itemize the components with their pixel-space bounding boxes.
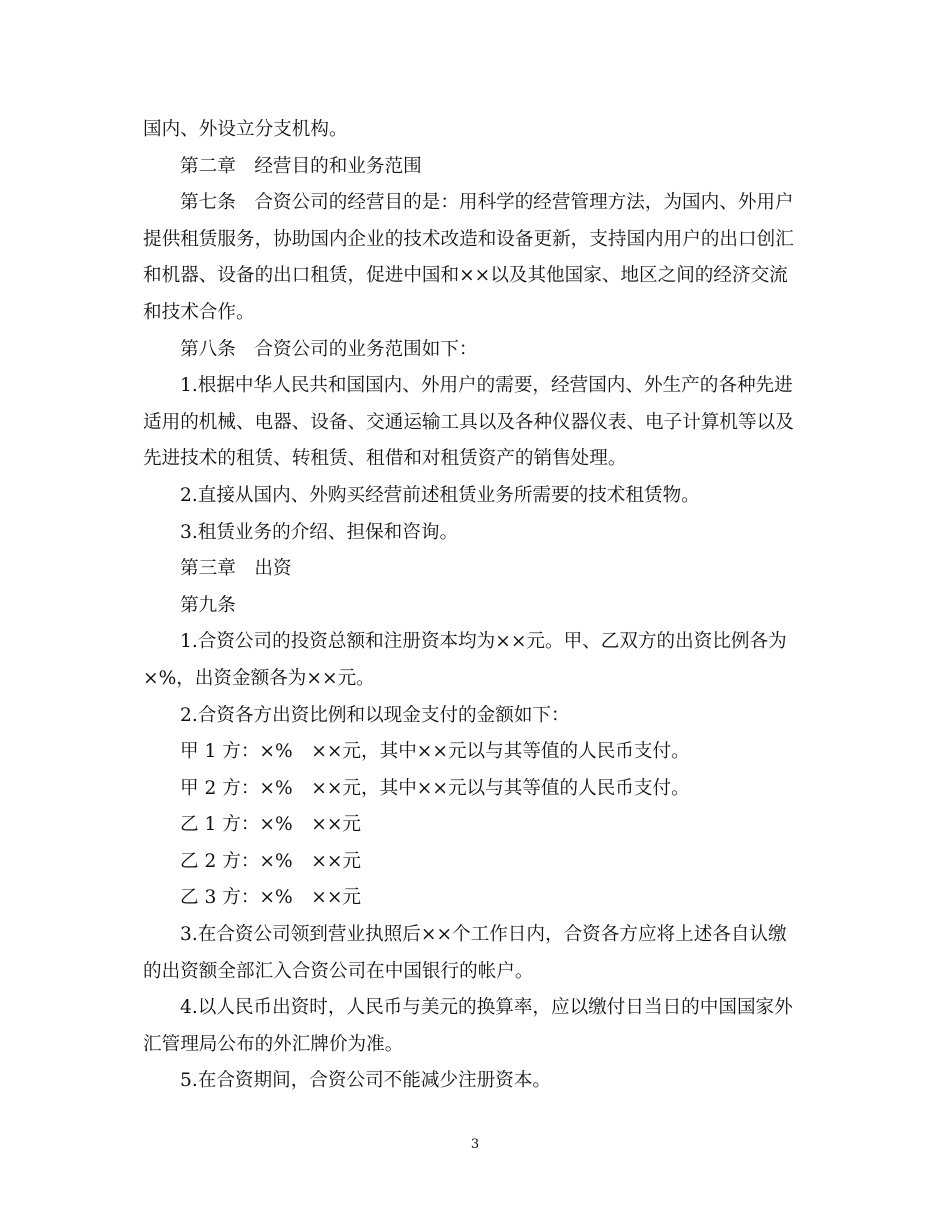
text-line: 第三章 出资 [180, 558, 292, 580]
text-line: 第八条 合资公司的业务范围如下： [180, 338, 478, 360]
text-line: 3.租赁业务的介绍、担保和咨询。 [180, 521, 459, 543]
text-line: 第九条 [180, 594, 236, 616]
text-line: 2.合资各方出资比例和以现金支付的金额如下： [180, 704, 570, 726]
text-line: 的出资额全部汇入合资公司在中国银行的帐户。 [143, 960, 534, 982]
text-line: 1.根据中华人民共和国国内、外用户的需要，经营国内、外生产的各种先进 [180, 375, 793, 397]
page-number: 3 [470, 1137, 480, 1152]
text-line: 乙 3 方：×% ××元 [180, 887, 362, 909]
text-line: 甲 2 方：×% ××元，其中××元以与其等值的人民币支付。 [180, 777, 690, 799]
text-line: ×%，出资金额各为××元。 [143, 667, 375, 689]
document-body [143, 112, 807, 1100]
text-line: 提供租赁服务，协助国内企业的技术改造和设备更新，支持国内用户的出口创汇 [143, 228, 794, 250]
text-line: 先进技术的租赁、转租赁、租借和对租赁资产的销售处理。 [143, 448, 627, 470]
text-line: 第二章 经营目的和业务范围 [180, 155, 422, 177]
text-line: 适用的机械、电器、设备、交通运输工具以及各种仪器仪表、电子计算机等以及 [143, 411, 794, 433]
text-line: 5.在合资期间，合资公司不能减少注册资本。 [180, 1070, 552, 1092]
text-line: 国内、外设立分支机构。 [143, 119, 348, 140]
text-line: 2.直接从国内、外购买经营前述租赁业务所需要的技术租赁物。 [180, 484, 700, 506]
text-line: 1.合资公司的投资总额和注册资本均为××元。甲、乙双方的出资比例各为 [180, 631, 787, 653]
text-line: 和技术合作。 [143, 301, 255, 323]
text-line: 乙 2 方：×% ××元 [180, 850, 362, 872]
text-line: 甲 1 方：×% ××元，其中××元以与其等值的人民币支付。 [180, 741, 690, 763]
text-line: 乙 1 方：×% ××元 [180, 814, 362, 836]
text-line: 3.在合资公司领到营业执照后××个工作日内，合资各方应将上述各自认缴 [180, 924, 787, 946]
text-line: 和机器、设备的出口租赁，促进中国和××以及其他国家、地区之间的经济交流 [143, 265, 788, 287]
text-line: 汇管理局公布的外汇牌价为准。 [143, 1033, 404, 1055]
text-line: 4.以人民币出资时，人民币与美元的换算率，应以缴付日当日的中国国家外 [180, 997, 793, 1019]
text-line: 第七条 合资公司的经营目的是：用科学的经营管理方法，为国内、外用户 [180, 192, 794, 214]
